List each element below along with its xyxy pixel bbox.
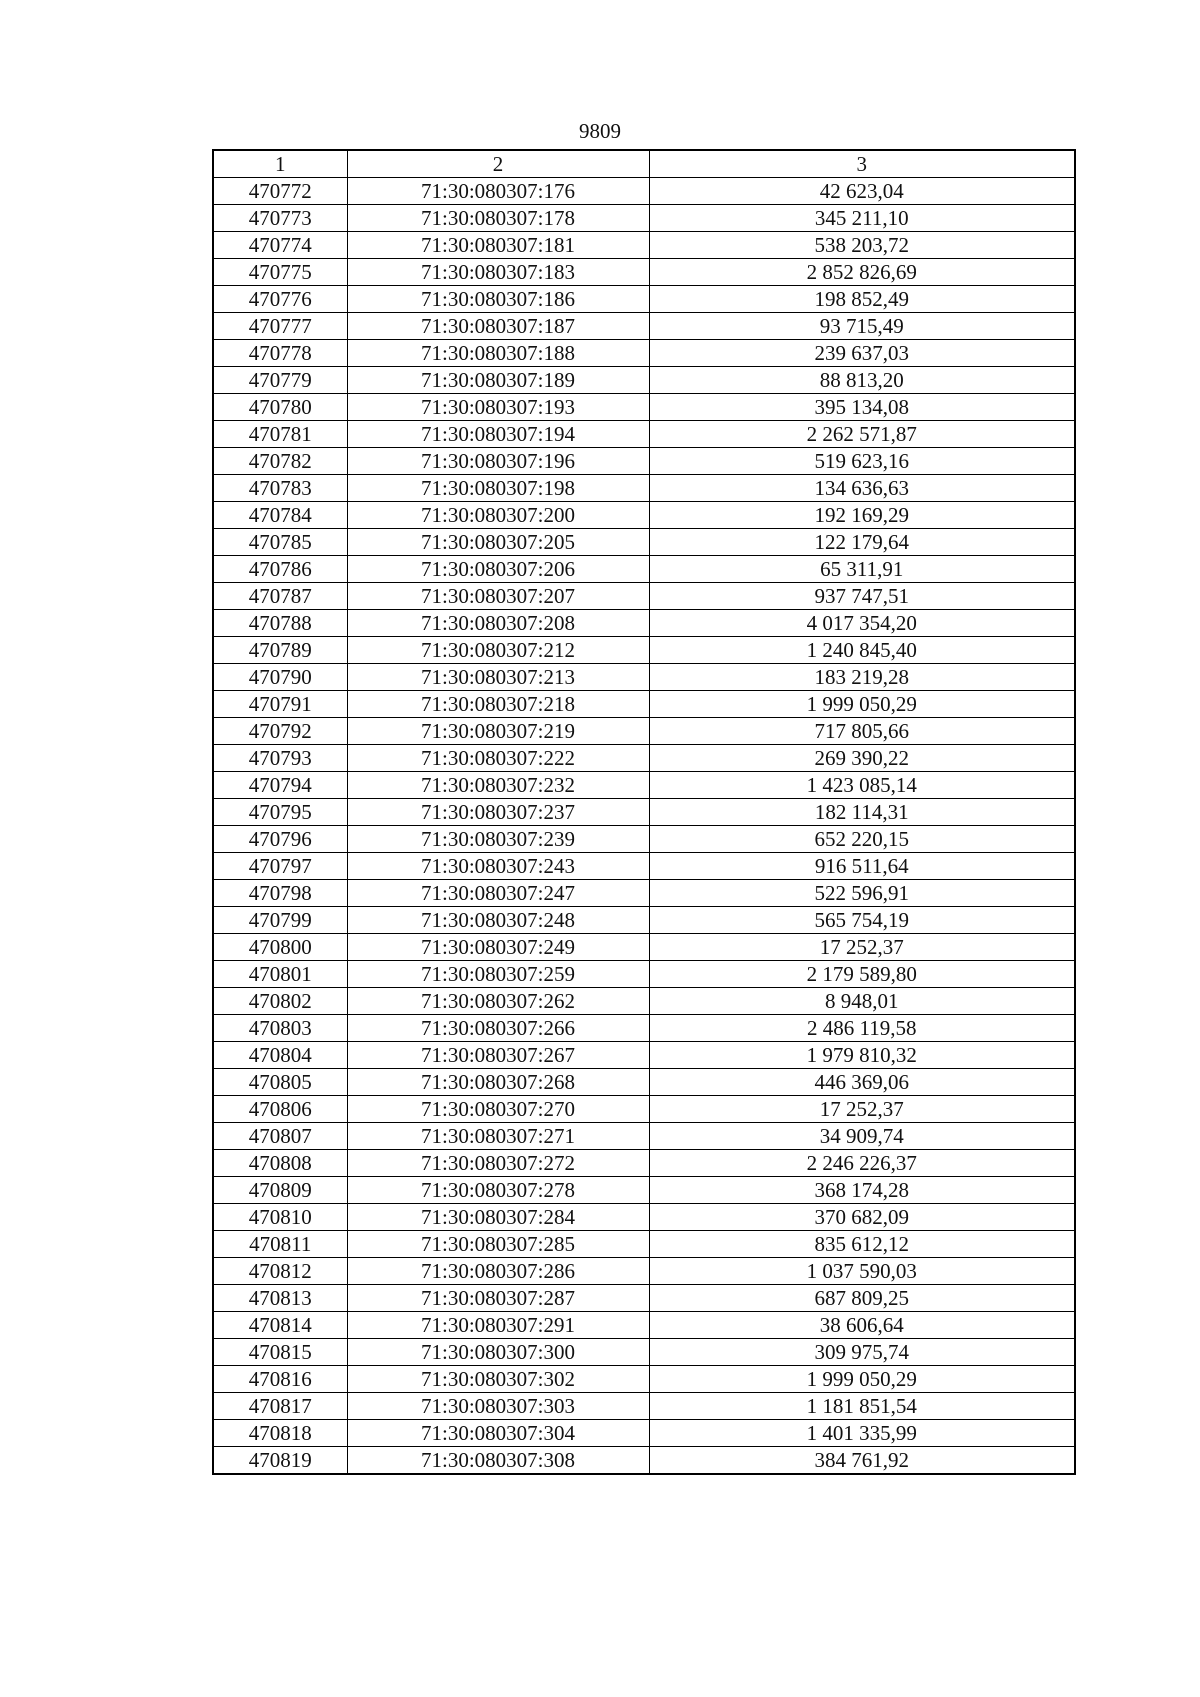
row-number-cell: 470817 <box>213 1393 347 1420</box>
cadastral-number-cell: 71:30:080307:239 <box>347 826 649 853</box>
value-cell: 565 754,19 <box>649 907 1075 934</box>
row-number-cell: 470804 <box>213 1042 347 1069</box>
table-row <box>213 637 1075 664</box>
table-row <box>213 880 1075 907</box>
cadastral-number-cell: 71:30:080307:243 <box>347 853 649 880</box>
table-row <box>213 232 1075 259</box>
data-table <box>212 149 1076 1475</box>
cadastral-number-cell: 71:30:080307:222 <box>347 745 649 772</box>
cadastral-number-cell: 71:30:080307:178 <box>347 205 649 232</box>
table-row <box>213 259 1075 286</box>
row-number-cell: 470805 <box>213 1069 347 1096</box>
table-row <box>213 502 1075 529</box>
value-cell: 395 134,08 <box>649 394 1075 421</box>
value-cell: 1 240 845,40 <box>649 637 1075 664</box>
value-cell: 122 179,64 <box>649 529 1075 556</box>
cadastral-number-cell: 71:30:080307:249 <box>347 934 649 961</box>
value-cell: 2 179 589,80 <box>649 961 1075 988</box>
value-cell: 88 813,20 <box>649 367 1075 394</box>
table-row <box>213 1339 1075 1366</box>
table-row <box>213 853 1075 880</box>
row-number-cell: 470785 <box>213 529 347 556</box>
row-number-cell: 470806 <box>213 1096 347 1123</box>
cadastral-number-cell: 71:30:080307:287 <box>347 1285 649 1312</box>
table-row <box>213 826 1075 853</box>
row-number-cell: 470781 <box>213 421 347 448</box>
table-row <box>213 772 1075 799</box>
value-cell: 652 220,15 <box>649 826 1075 853</box>
cadastral-number-cell: 71:30:080307:272 <box>347 1150 649 1177</box>
header-cell-3: 3 <box>649 150 1075 178</box>
row-number-cell: 470807 <box>213 1123 347 1150</box>
cadastral-number-cell: 71:30:080307:237 <box>347 799 649 826</box>
value-cell: 717 805,66 <box>649 718 1075 745</box>
value-cell: 239 637,03 <box>649 340 1075 367</box>
table-row <box>213 205 1075 232</box>
table-row <box>213 934 1075 961</box>
value-cell: 269 390,22 <box>649 745 1075 772</box>
cadastral-number-cell: 71:30:080307:285 <box>347 1231 649 1258</box>
row-number-cell: 470819 <box>213 1447 347 1475</box>
value-cell: 687 809,25 <box>649 1285 1075 1312</box>
table-row <box>213 367 1075 394</box>
cadastral-number-cell: 71:30:080307:189 <box>347 367 649 394</box>
row-number-cell: 470786 <box>213 556 347 583</box>
cadastral-number-cell: 71:30:080307:206 <box>347 556 649 583</box>
row-number-cell: 470773 <box>213 205 347 232</box>
row-number-cell: 470774 <box>213 232 347 259</box>
cadastral-number-cell: 71:30:080307:247 <box>347 880 649 907</box>
value-cell: 916 511,64 <box>649 853 1075 880</box>
value-cell: 1 423 085,14 <box>649 772 1075 799</box>
cadastral-number-cell: 71:30:080307:304 <box>347 1420 649 1447</box>
value-cell: 370 682,09 <box>649 1204 1075 1231</box>
cadastral-number-cell: 71:30:080307:308 <box>347 1447 649 1475</box>
cadastral-number-cell: 71:30:080307:284 <box>347 1204 649 1231</box>
value-cell: 1 401 335,99 <box>649 1420 1075 1447</box>
table-header-row <box>213 150 1075 178</box>
row-number-cell: 470780 <box>213 394 347 421</box>
value-cell: 519 623,16 <box>649 448 1075 475</box>
cadastral-number-cell: 71:30:080307:271 <box>347 1123 649 1150</box>
value-cell: 17 252,37 <box>649 1096 1075 1123</box>
table-row <box>213 556 1075 583</box>
cadastral-number-cell: 71:30:080307:267 <box>347 1042 649 1069</box>
value-cell: 8 948,01 <box>649 988 1075 1015</box>
cadastral-number-cell: 71:30:080307:259 <box>347 961 649 988</box>
table-row <box>213 340 1075 367</box>
row-number-cell: 470784 <box>213 502 347 529</box>
row-number-cell: 470808 <box>213 1150 347 1177</box>
table-row <box>213 1150 1075 1177</box>
row-number-cell: 470791 <box>213 691 347 718</box>
value-cell: 446 369,06 <box>649 1069 1075 1096</box>
cadastral-number-cell: 71:30:080307:278 <box>347 1177 649 1204</box>
cadastral-number-cell: 71:30:080307:207 <box>347 583 649 610</box>
value-cell: 309 975,74 <box>649 1339 1075 1366</box>
row-number-cell: 470776 <box>213 286 347 313</box>
row-number-cell: 470813 <box>213 1285 347 1312</box>
cadastral-number-cell: 71:30:080307:200 <box>347 502 649 529</box>
value-cell: 183 219,28 <box>649 664 1075 691</box>
cadastral-number-cell: 71:30:080307:212 <box>347 637 649 664</box>
row-number-cell: 470782 <box>213 448 347 475</box>
row-number-cell: 470795 <box>213 799 347 826</box>
cadastral-number-cell: 71:30:080307:270 <box>347 1096 649 1123</box>
table-row <box>213 421 1075 448</box>
value-cell: 538 203,72 <box>649 232 1075 259</box>
row-number-cell: 470783 <box>213 475 347 502</box>
table-row <box>213 1069 1075 1096</box>
value-cell: 835 612,12 <box>649 1231 1075 1258</box>
cadastral-number-cell: 71:30:080307:183 <box>347 259 649 286</box>
value-cell: 937 747,51 <box>649 583 1075 610</box>
table-row <box>213 1447 1075 1475</box>
table-row <box>213 961 1075 988</box>
value-cell: 4 017 354,20 <box>649 610 1075 637</box>
value-cell: 1 999 050,29 <box>649 1366 1075 1393</box>
row-number-cell: 470792 <box>213 718 347 745</box>
row-number-cell: 470796 <box>213 826 347 853</box>
row-number-cell: 470801 <box>213 961 347 988</box>
cadastral-number-cell: 71:30:080307:198 <box>347 475 649 502</box>
value-cell: 384 761,92 <box>649 1447 1075 1475</box>
table-row <box>213 1393 1075 1420</box>
value-cell: 42 623,04 <box>649 178 1075 205</box>
row-number-cell: 470772 <box>213 178 347 205</box>
cadastral-number-cell: 71:30:080307:286 <box>347 1258 649 1285</box>
table-row <box>213 475 1075 502</box>
row-number-cell: 470777 <box>213 313 347 340</box>
table-row <box>213 529 1075 556</box>
table-row <box>213 1042 1075 1069</box>
row-number-cell: 470812 <box>213 1258 347 1285</box>
value-cell: 2 852 826,69 <box>649 259 1075 286</box>
table-row <box>213 1015 1075 1042</box>
table-row <box>213 1420 1075 1447</box>
table-row <box>213 1366 1075 1393</box>
cadastral-number-cell: 71:30:080307:176 <box>347 178 649 205</box>
cadastral-number-cell: 71:30:080307:193 <box>347 394 649 421</box>
table-row <box>213 286 1075 313</box>
row-number-cell: 470814 <box>213 1312 347 1339</box>
row-number-cell: 470793 <box>213 745 347 772</box>
value-cell: 93 715,49 <box>649 313 1075 340</box>
row-number-cell: 470775 <box>213 259 347 286</box>
row-number-cell: 470818 <box>213 1420 347 1447</box>
cadastral-number-cell: 71:30:080307:248 <box>347 907 649 934</box>
table-row <box>213 1312 1075 1339</box>
table-row <box>213 1258 1075 1285</box>
cadastral-number-cell: 71:30:080307:219 <box>347 718 649 745</box>
table-row <box>213 718 1075 745</box>
table-row <box>213 1123 1075 1150</box>
cadastral-number-cell: 71:30:080307:291 <box>347 1312 649 1339</box>
cadastral-number-cell: 71:30:080307:186 <box>347 286 649 313</box>
cadastral-number-cell: 71:30:080307:218 <box>347 691 649 718</box>
table-row <box>213 1204 1075 1231</box>
page-number: 9809 <box>579 119 621 143</box>
cadastral-number-cell: 71:30:080307:268 <box>347 1069 649 1096</box>
value-cell: 368 174,28 <box>649 1177 1075 1204</box>
row-number-cell: 470799 <box>213 907 347 934</box>
row-number-cell: 470779 <box>213 367 347 394</box>
cadastral-number-cell: 71:30:080307:302 <box>347 1366 649 1393</box>
row-number-cell: 470790 <box>213 664 347 691</box>
row-number-cell: 470789 <box>213 637 347 664</box>
table-row <box>213 178 1075 205</box>
header-cell-2: 2 <box>347 150 649 178</box>
cadastral-number-cell: 71:30:080307:232 <box>347 772 649 799</box>
row-number-cell: 470809 <box>213 1177 347 1204</box>
value-cell: 182 114,31 <box>649 799 1075 826</box>
value-cell: 1 037 590,03 <box>649 1258 1075 1285</box>
cadastral-number-cell: 71:30:080307:208 <box>347 610 649 637</box>
table-row <box>213 583 1075 610</box>
row-number-cell: 470816 <box>213 1366 347 1393</box>
table-row <box>213 799 1075 826</box>
value-cell: 1 979 810,32 <box>649 1042 1075 1069</box>
table-row <box>213 1285 1075 1312</box>
table-row <box>213 988 1075 1015</box>
value-cell: 134 636,63 <box>649 475 1075 502</box>
row-number-cell: 470787 <box>213 583 347 610</box>
value-cell: 2 262 571,87 <box>649 421 1075 448</box>
cadastral-number-cell: 71:30:080307:196 <box>347 448 649 475</box>
table-row <box>213 1096 1075 1123</box>
row-number-cell: 470788 <box>213 610 347 637</box>
cadastral-number-cell: 71:30:080307:213 <box>347 664 649 691</box>
row-number-cell: 470810 <box>213 1204 347 1231</box>
value-cell: 345 211,10 <box>649 205 1075 232</box>
value-cell: 1 181 851,54 <box>649 1393 1075 1420</box>
table-row <box>213 745 1075 772</box>
cadastral-number-cell: 71:30:080307:303 <box>347 1393 649 1420</box>
row-number-cell: 470798 <box>213 880 347 907</box>
row-number-cell: 470815 <box>213 1339 347 1366</box>
row-number-cell: 470778 <box>213 340 347 367</box>
row-number-cell: 470803 <box>213 1015 347 1042</box>
value-cell: 38 606,64 <box>649 1312 1075 1339</box>
row-number-cell: 470797 <box>213 853 347 880</box>
cadastral-number-cell: 71:30:080307:262 <box>347 988 649 1015</box>
table-row <box>213 1231 1075 1258</box>
cadastral-number-cell: 71:30:080307:194 <box>347 421 649 448</box>
row-number-cell: 470800 <box>213 934 347 961</box>
table-row <box>213 394 1075 421</box>
cadastral-number-cell: 71:30:080307:205 <box>347 529 649 556</box>
value-cell: 522 596,91 <box>649 880 1075 907</box>
table-row <box>213 1177 1075 1204</box>
table-row <box>213 664 1075 691</box>
value-cell: 65 311,91 <box>649 556 1075 583</box>
header-cell-1: 1 <box>213 150 347 178</box>
table-row <box>213 313 1075 340</box>
value-cell: 34 909,74 <box>649 1123 1075 1150</box>
row-number-cell: 470802 <box>213 988 347 1015</box>
table-row <box>213 448 1075 475</box>
value-cell: 1 999 050,29 <box>649 691 1075 718</box>
table-row <box>213 907 1075 934</box>
cadastral-number-cell: 71:30:080307:181 <box>347 232 649 259</box>
value-cell: 192 169,29 <box>649 502 1075 529</box>
value-cell: 2 486 119,58 <box>649 1015 1075 1042</box>
cadastral-number-cell: 71:30:080307:187 <box>347 313 649 340</box>
row-number-cell: 470811 <box>213 1231 347 1258</box>
value-cell: 2 246 226,37 <box>649 1150 1075 1177</box>
table-row <box>213 691 1075 718</box>
value-cell: 198 852,49 <box>649 286 1075 313</box>
row-number-cell: 470794 <box>213 772 347 799</box>
cadastral-number-cell: 71:30:080307:266 <box>347 1015 649 1042</box>
table-row <box>213 610 1075 637</box>
table-body <box>213 150 1075 1474</box>
cadastral-number-cell: 71:30:080307:188 <box>347 340 649 367</box>
value-cell: 17 252,37 <box>649 934 1075 961</box>
cadastral-number-cell: 71:30:080307:300 <box>347 1339 649 1366</box>
